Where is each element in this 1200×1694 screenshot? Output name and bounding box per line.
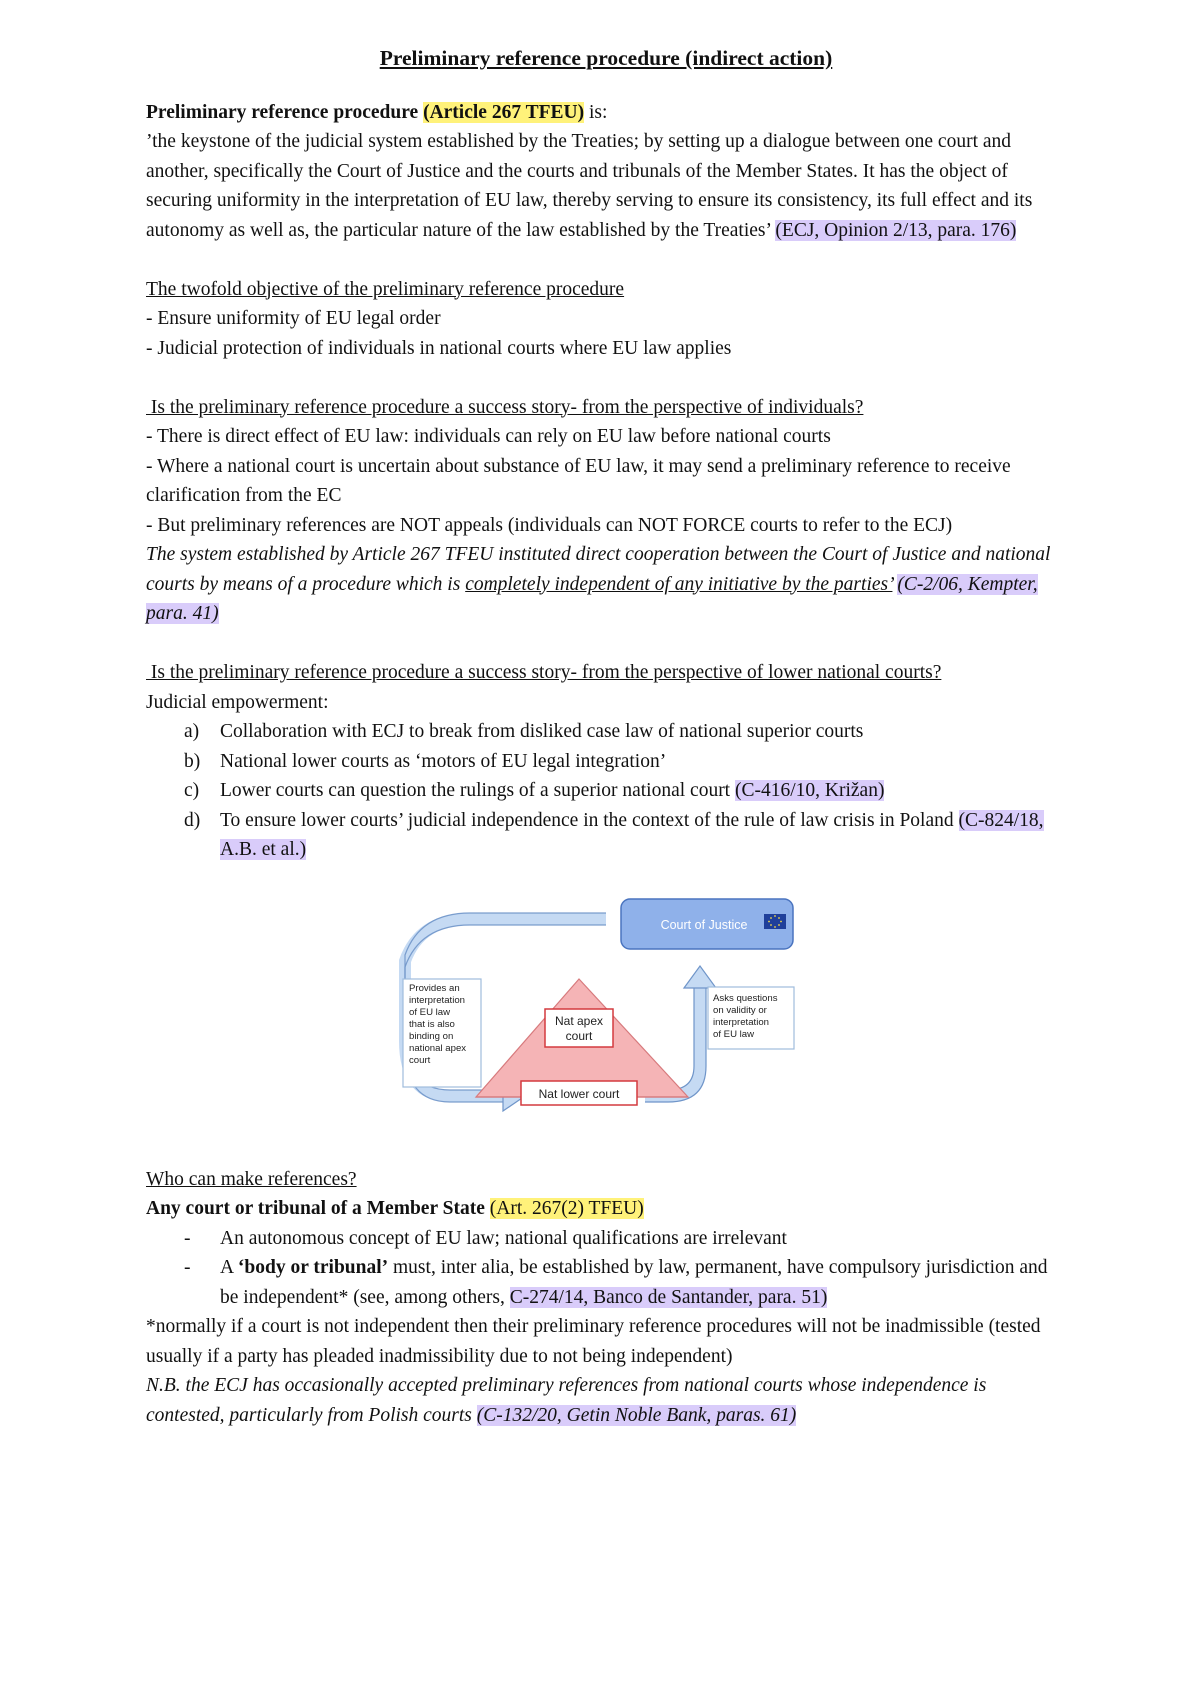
individuals-item: - Where a national court is uncertain about substance of EU law, it may send a preliminary reference to receive clarification from the EC (146, 455, 1011, 506)
santander-citation: C-274/14, Banco de Santander, para. 51) (509, 1286, 828, 1308)
krizan-citation: (C-416/10, Križan) (734, 780, 885, 801)
art-267-2-citation: (Art. 267(2) TFEU) (489, 1198, 644, 1219)
objective-heading: The twofold objective of the preliminary reference procedure (146, 278, 625, 300)
arrowhead-up-icon (684, 966, 716, 988)
lower-courts-heading: Is the preliminary reference procedure a success story- from the perspective of lower national courts? (146, 662, 942, 683)
nb-paragraph: N.B. the ECJ has occasionally accepted preliminary references from national courts whose independence is contested, particularly from Polish courts (C-132/20, Getin Noble Bank, paras. 61) (146, 1375, 987, 1426)
objective-item: - Judicial protection of individuals in national courts where EU law applies (146, 337, 732, 359)
svg-text:interpretation: interpretation (409, 994, 465, 1006)
list-item: b) National lower courts as ‘motors of EU legal integration’ (184, 750, 667, 772)
body-or-tribunal: ‘body or tribunal’ (237, 1257, 389, 1278)
who-lead: Any court or tribunal of a Member State (Art. 267(2) TFEU) (146, 1198, 644, 1219)
apex-court-label: Nat apex (554, 1013, 604, 1028)
svg-text:Asks questions: Asks questions (713, 992, 778, 1004)
list-item: - An autonomous concept of EU law; national qualifications are irrelevant (184, 1227, 787, 1249)
procedure-diagram-svg (0, 891, 1200, 1151)
procedure-diagram (0, 891, 1200, 1151)
page-title: Preliminary reference procedure (indirect action) (379, 46, 833, 70)
list-item: c) Lower courts can question the rulings of a superior national court (C-416/10, Križan) (184, 780, 885, 801)
svg-text:on validity or: on validity or (713, 1004, 767, 1016)
ab-citation: (C-824/18, A.B. et al.) (220, 809, 1044, 860)
court-of-justice-label: Court of Justice (660, 917, 748, 932)
individuals-item: - There is direct effect of EU law: individuals can rely on EU law before national courts (146, 426, 831, 447)
intro-paragraph (146, 98, 1066, 128)
list-item: - A ‘body or tribunal’ must, inter alia, be established by law, permanent, have compulsory jurisdiction and be independent* (see, among others, C-274/14, Banco de Santander, para. 51) (184, 1257, 1048, 1308)
kempter-citation: (C-2/06, Kempter, para. 41) (146, 573, 1038, 624)
svg-text:court: court (565, 1028, 593, 1043)
svg-text:binding on: binding on (409, 1030, 454, 1042)
lower-court-label: Nat lower court (538, 1086, 620, 1101)
svg-text:of EU law: of EU law (409, 1006, 451, 1018)
list-item: d) To ensure lower courts’ judicial independence in the context of the rule of law crisis in Poland (C-824/18, A.B. et al.) (184, 809, 1044, 860)
getin-citation: (C-132/20, Getin Noble Bank, paras. 61) (476, 1404, 797, 1426)
list-item: a) Collaboration with ECJ to break from disliked case law of national superior courts (184, 721, 864, 742)
objective-item: - Ensure uniformity of EU legal order (146, 308, 441, 329)
independence-note: *normally if a court is not independent then their preliminary reference procedures will not be inadmissible (tested usually if a party has pleaded inadmissibility due to not being independent) (146, 1316, 1041, 1367)
individuals-item: - But preliminary references are NOT appeals (individuals can NOT FORCE courts to refer to the ECJ) (146, 514, 953, 536)
svg-text:national apex: national apex (409, 1042, 467, 1054)
lower-courts-list (146, 717, 1066, 865)
svg-text:that is also: that is also (409, 1018, 455, 1030)
svg-text:interpretation: interpretation (713, 1016, 769, 1028)
document-page (146, 44, 1066, 1430)
svg-text:court: court (409, 1054, 431, 1066)
kempter-underlined: completely independent of any initiative by the parties’ (465, 573, 893, 595)
intro-lead: Preliminary reference procedure (146, 101, 424, 123)
opinion-citation: (ECJ, Opinion 2/13, para. 176) (775, 219, 1017, 241)
article-267-citation: (Article 267 TFEU) (423, 101, 585, 123)
svg-text:Provides an: Provides an (409, 982, 460, 994)
intro-quote: ’the keystone of the judicial system established by the Treaties; by setting up a dialogue between one court and another, specifically the Court of Justice and the courts and tribunals of the Member States. It has the object of securing uniformity in the interpretation of EU law, thereby serving to ensure its consistency, its full effect and its autonomy as well as, the particular nature of the law established by the Treaties’ (ECJ, Opinion 2/13, para. 176) (146, 131, 1033, 241)
lower-courts-intro: Judicial empowerment: (146, 691, 329, 713)
kempter-quote: The system established by Article 267 TFEU instituted direct cooperation between the Court of Justice and national courts by means of a procedure which is completely independent of any initiative by the parties’ (C-2/06, Kempter, para. 41) (146, 544, 1051, 624)
svg-text:of EU law: of EU law (713, 1028, 755, 1040)
individuals-heading: Is the preliminary reference procedure a success story- from the perspective of individuals? (146, 396, 864, 418)
who-heading: Who can make references? (146, 1168, 357, 1190)
intro-tail: is: (584, 101, 608, 123)
who-list (146, 1224, 1066, 1313)
